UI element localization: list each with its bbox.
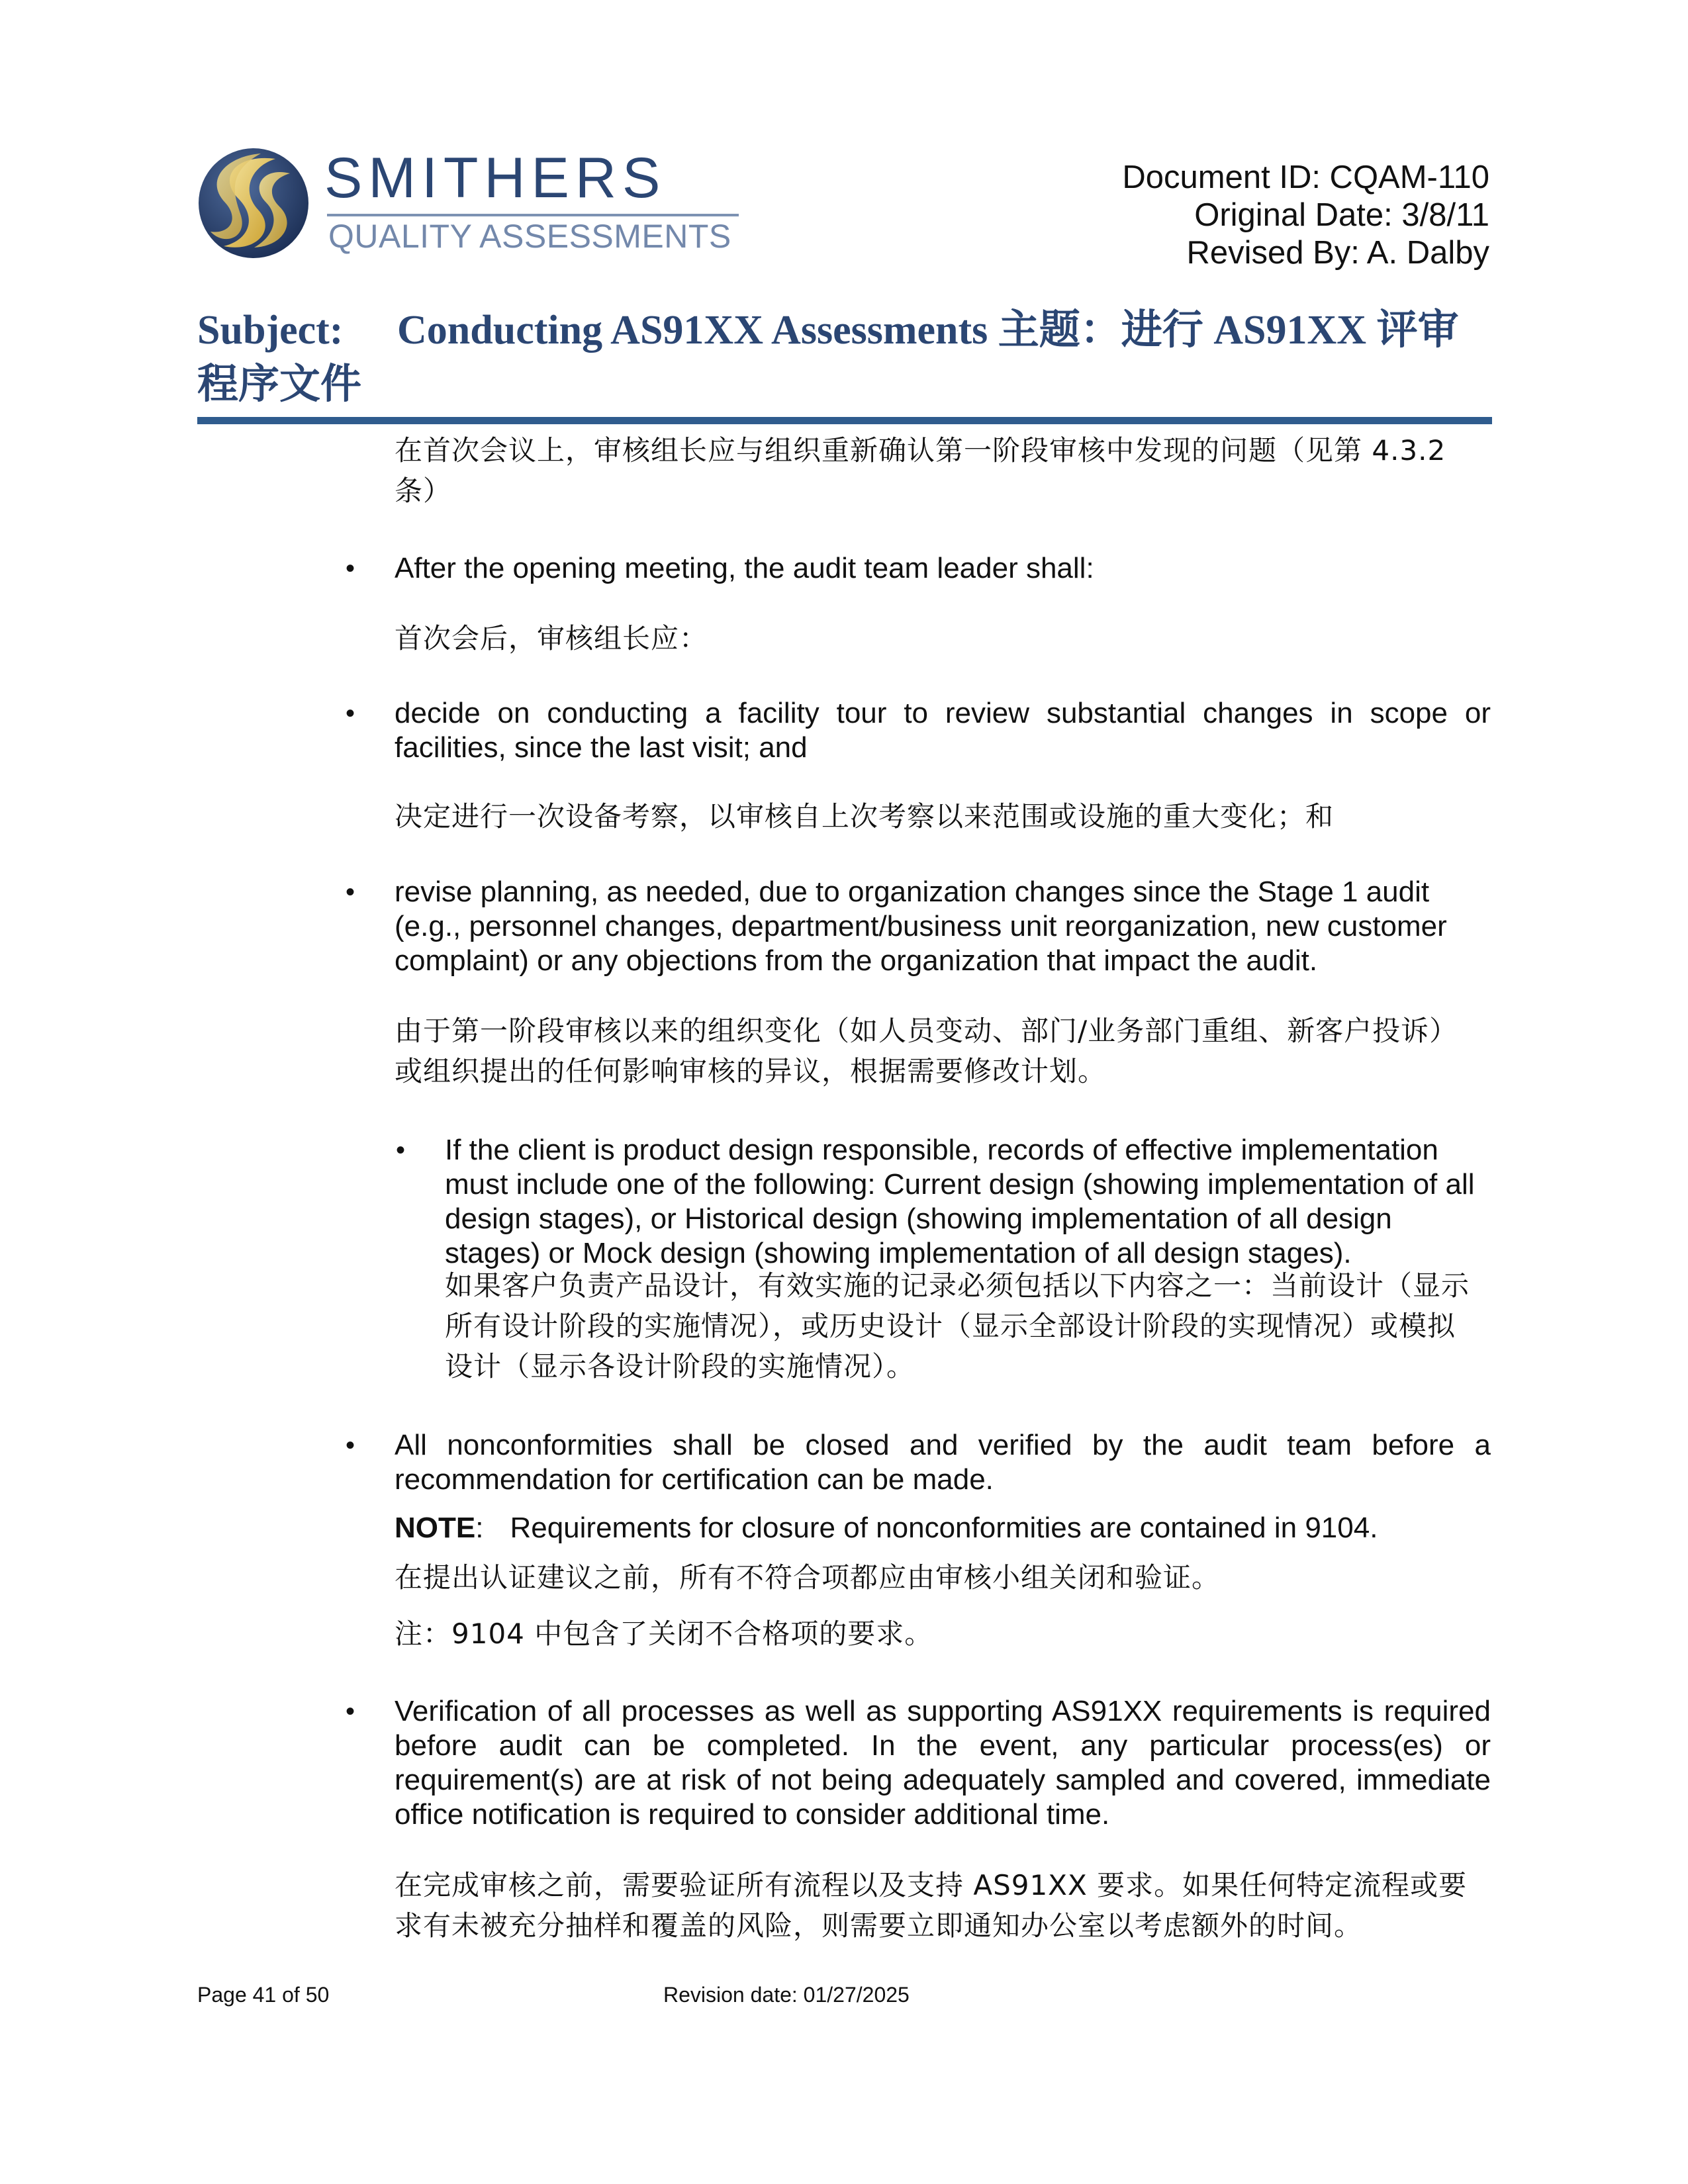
subject-label: Subject:	[197, 308, 344, 353]
subject-title: Conducting AS91XX Assessments 主题：进行 AS91XX 评审程序文件	[197, 308, 1459, 407]
revision-date: Revision date: 01/27/2025	[663, 1983, 910, 2007]
bullet: •	[346, 878, 355, 907]
bullet: •	[346, 1431, 355, 1460]
list-item-en: Verification of all processes as well as supporting AS91XX requirements is required before audit can be completed. In the event, any particular process(es) or requirement(s) are at risk of not being adequately sampled and covered, immediate office notification is required to consider additional time.	[395, 1695, 1491, 1831]
smithers-swirl-icon	[197, 147, 310, 259]
bullet: •	[396, 1136, 406, 1165]
note-zh: 注：9104 中包含了关闭不合格项的要求。	[395, 1617, 933, 1650]
bullet: •	[346, 1697, 355, 1726]
brand-divider	[327, 214, 739, 216]
brand-subtitle: QUALITY ASSESSMENTS	[328, 218, 731, 255]
list-item-en: decide on conducting a facility tour to review substantial changes in scope or facilities, since the last visit; and	[395, 697, 1491, 764]
list-item-zh: 在提出认证建议之前，所有不符合项都应由审核小组关闭和验证。	[395, 1561, 1221, 1594]
original-date: Original Date: 3/8/11	[1194, 197, 1489, 233]
header-divider	[197, 417, 1492, 424]
brand-name: SMITHERS	[324, 146, 667, 210]
note	[395, 1511, 1493, 1545]
list-item-zh: 如果客户负责产品设计，有效实施的记录必须包括以下内容之一：当前设计（显示所有设计阶段的实施情况），或历史设计（显示全部设计阶段的实现情况）或模拟设计（显示各设计阶段的实施情况）。	[445, 1269, 1470, 1383]
note-colon: :	[475, 1512, 484, 1544]
page-number: Page 41 of 50	[197, 1983, 330, 2007]
note-label: NOTE	[395, 1512, 476, 1544]
document-id: Document ID: CQAM-110	[1122, 159, 1489, 195]
subject-heading	[197, 303, 1495, 412]
list-item-en: After the opening meeting, the audit team leader shall:	[395, 552, 1094, 584]
revised-by: Revised By: A. Dalby	[1186, 235, 1489, 271]
smithers-logo	[197, 147, 753, 266]
list-item-zh: 首次会后，审核组长应：	[395, 622, 708, 655]
note-text: Requirements for closure of nonconformities are contained in 9104.	[510, 1512, 1378, 1544]
document-meta	[1122, 159, 1489, 272]
bullet: •	[346, 554, 355, 583]
list-item-en: revise planning, as needed, due to organization changes since the Stage 1 audit (e.g., personnel changes, department/business unit reorganization, new customer complaint) or any objections from the organization that impact the audit.	[395, 876, 1447, 977]
list-item-zh: 由于第一阶段审核以来的组织变化（如人员变动、部门/业务部门重组、新客户投诉）或组织提出的任何影响审核的异议，根据需要修改计划。	[395, 1015, 1458, 1087]
list-item-zh: 决定进行一次设备考察，以审核自上次考察以来范围或设施的重大变化；和	[395, 800, 1335, 833]
list-item-en: If the client is product design responsible, records of effective implementation must include one of the following: Current design (showing implementation of all design stages), or Historical design (showing implementation of all design stages) or Mock design (showing implementation of all design stages).	[445, 1134, 1475, 1269]
bullet: •	[346, 699, 355, 728]
list-item-en: All nonconformities shall be closed and verified by the audit team before a recommendation for certification can be made.	[395, 1429, 1491, 1496]
intro-zh-paragraph: 在首次会议上，审核组长应与组织重新确认第一阶段审核中发现的问题（见第 4.3.2 条）	[395, 434, 1446, 507]
list-item-zh: 在完成审核之前，需要验证所有流程以及支持 AS91XX 要求。如果任何特定流程或要求有未被充分抽样和覆盖的风险，则需要立即通知办公室以考虑额外的时间。	[395, 1869, 1468, 1942]
